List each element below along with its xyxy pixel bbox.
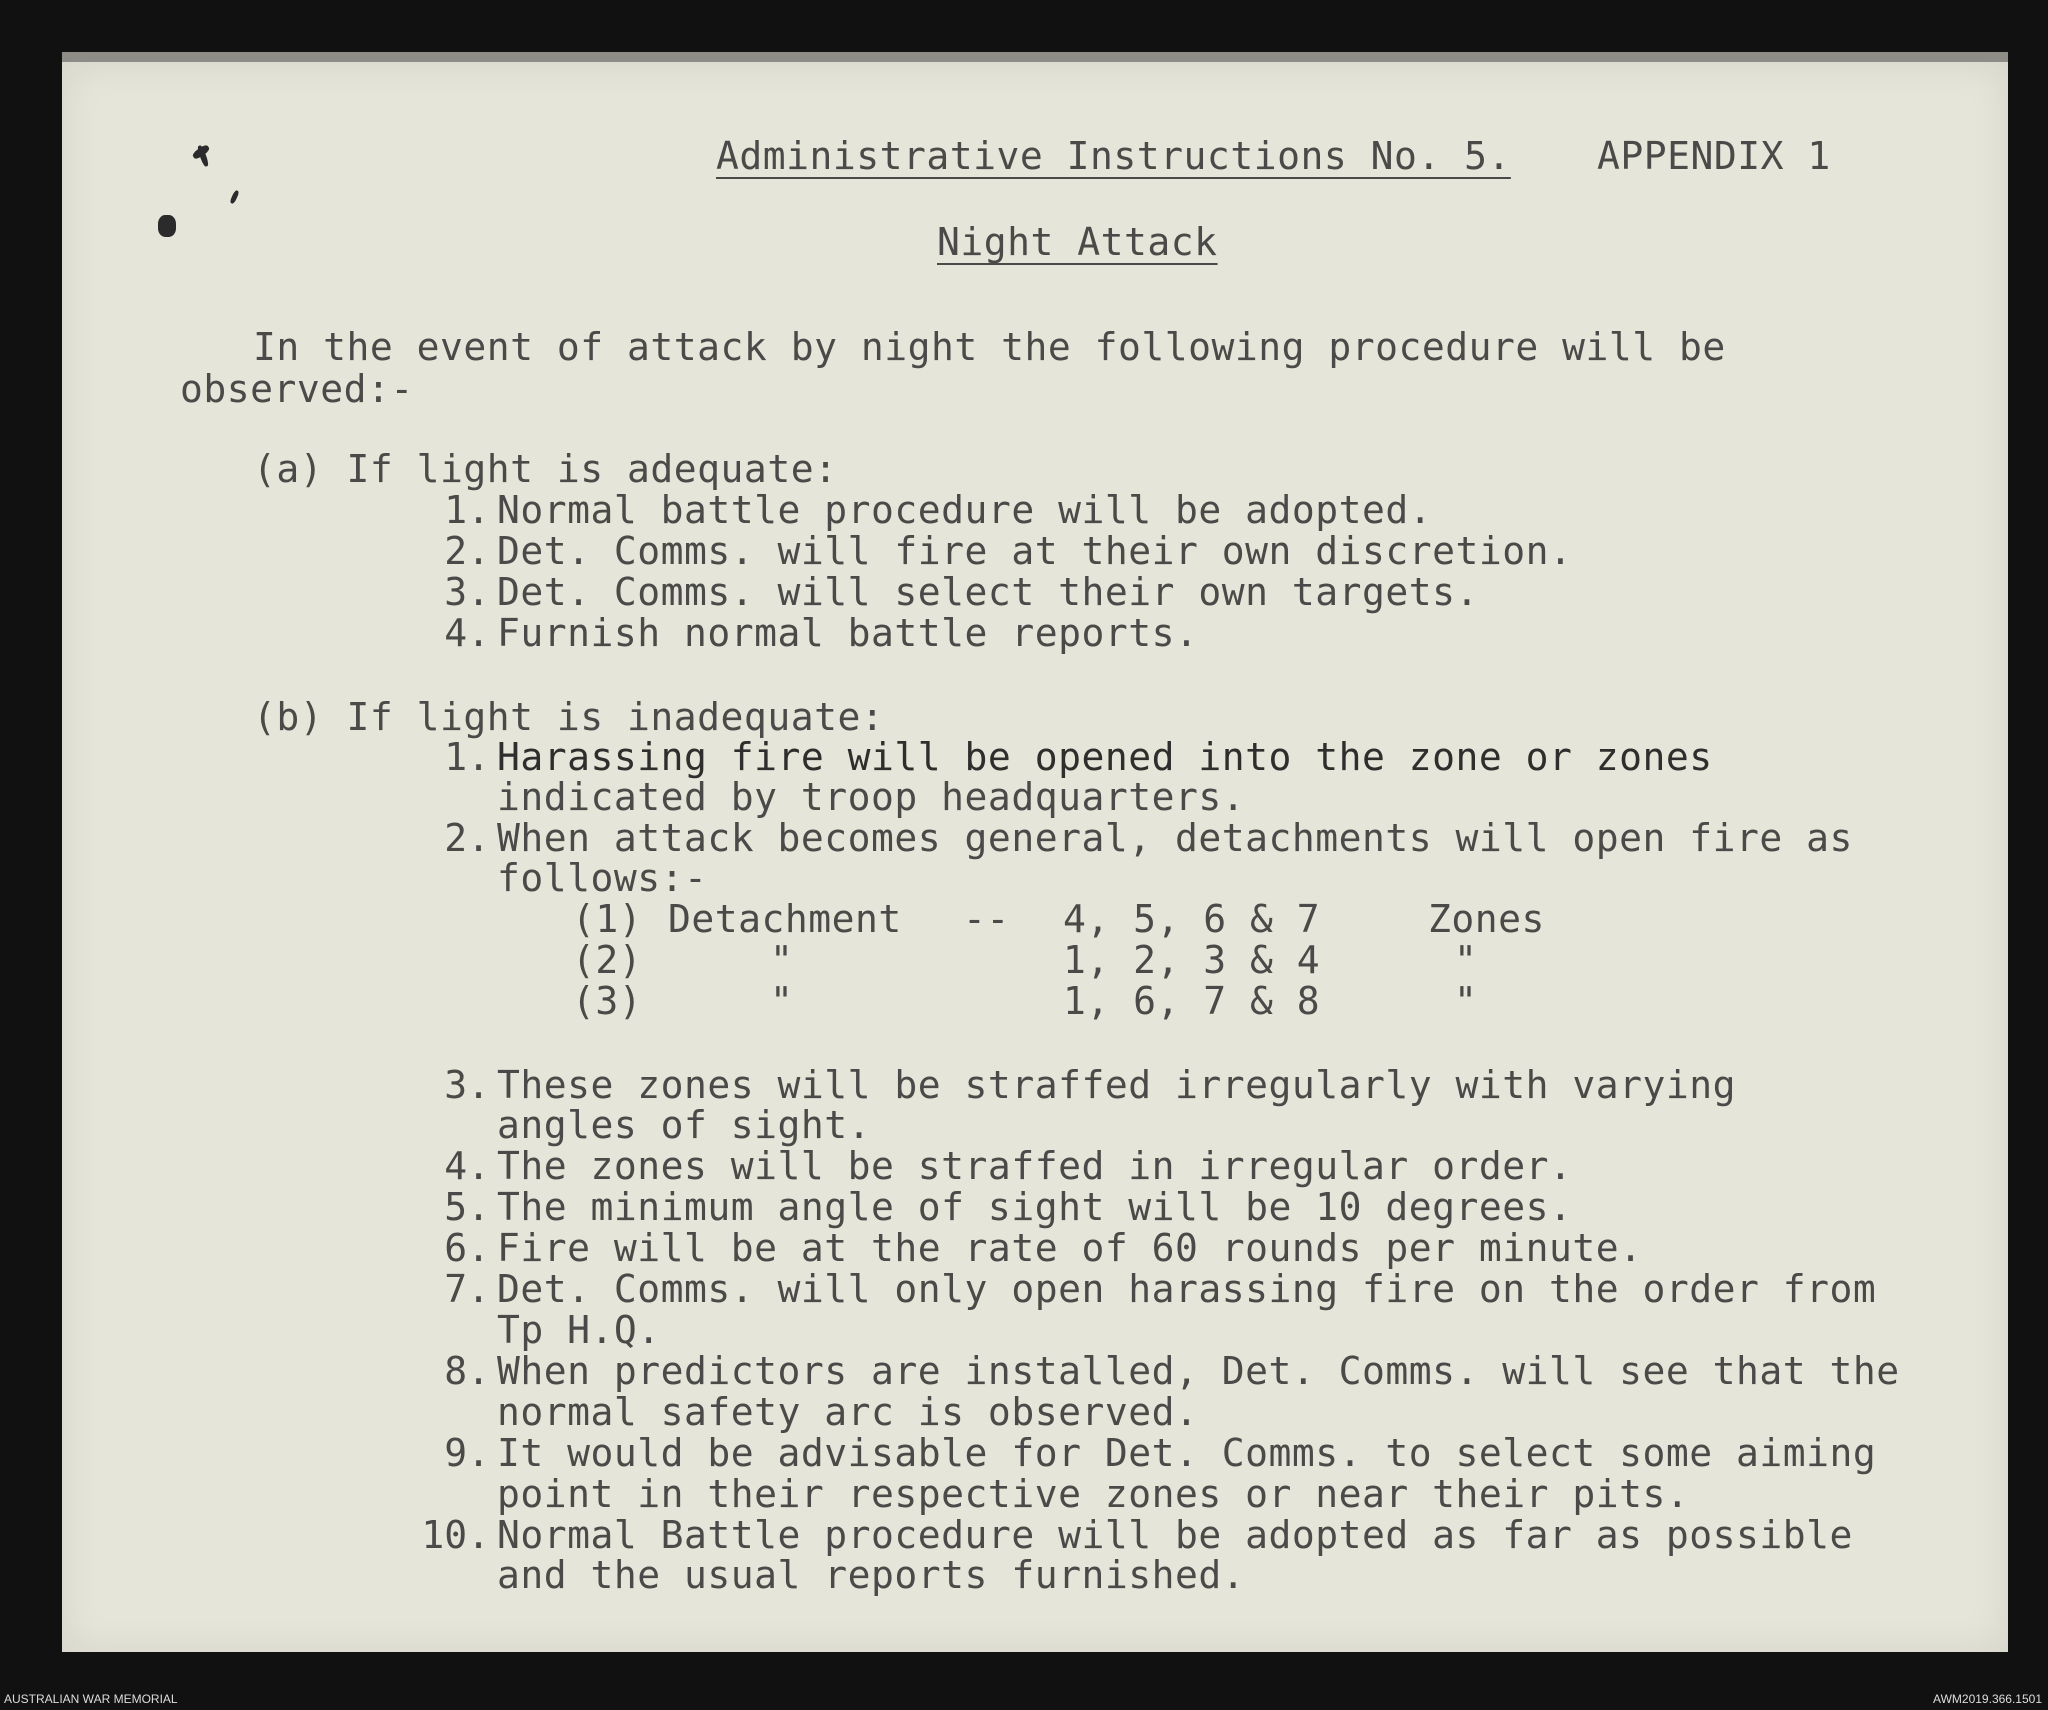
section-b-item-number: 8. — [444, 1349, 490, 1393]
section-b-item-number: 3. — [444, 1063, 490, 1107]
section-b-item-text-cont: and the usual reports furnished. — [497, 1553, 1246, 1597]
section-b-item-number: 6. — [444, 1226, 490, 1270]
footer-institution: AUSTRALIAN WAR MEMORIAL — [4, 1692, 178, 1706]
zone-row-dash: -- — [963, 897, 1010, 941]
section-a-item-number: 1. — [444, 488, 490, 532]
section-b-item-text: Det. Comms. will only open harassing fire on the order from — [497, 1267, 1877, 1311]
section-b-item-text: The minimum angle of sight will be 10 degrees. — [497, 1185, 1573, 1229]
section-a-heading: (a) If light is adequate: — [253, 447, 838, 491]
section-b-item-text: Normal Battle procedure will be adopted as far as possible — [497, 1513, 1853, 1557]
footer-accession-number: AWM2019.366.1501 — [1933, 1692, 2042, 1706]
punch-hole — [158, 215, 176, 237]
punch-holes — [140, 120, 280, 260]
section-b-item-text: It would be advisable for Det. Comms. to select some aiming — [497, 1431, 1877, 1475]
section-b-item-text-cont: normal safety arc is observed. — [497, 1390, 1199, 1434]
section-a-item-number: 2. — [444, 529, 490, 573]
zone-row-zones: 1, 2, 3 & 4 — [1063, 938, 1321, 982]
zone-row-unit: Zones — [1428, 897, 1545, 941]
section-b-item-number: 9. — [444, 1431, 490, 1475]
zone-row-unit: " — [1454, 979, 1478, 1023]
zone-row-label: (2) — [572, 938, 643, 982]
section-a-item-text: Normal battle procedure will be adopted. — [497, 488, 1433, 532]
section-b-item-text-cont: indicated by troop headquarters. — [497, 775, 1246, 819]
document-title: Administrative Instructions No. 5. — [716, 134, 1511, 178]
section-b-item-text-cont: angles of sight. — [497, 1103, 872, 1147]
section-b-heading: (b) If light is inadequate: — [253, 695, 885, 739]
punch-hole — [229, 190, 239, 205]
section-b-item-text-cont: point in their respective zones or near their pits. — [497, 1472, 1690, 1516]
intro-line-1: In the event of attack by night the following procedure will be — [253, 325, 1726, 369]
section-b-item-number: 1. — [444, 735, 490, 779]
section-b-item-number: 2. — [444, 816, 490, 860]
section-a-item-text: Det. Comms. will select their own targets. — [497, 570, 1479, 614]
section-a-item-number: 3. — [444, 570, 490, 614]
section-a-item-text: Furnish normal battle reports. — [497, 611, 1199, 655]
section-b-item-number: 7. — [444, 1267, 490, 1311]
section-b-item-text: These zones will be straffed irregularly with varying — [497, 1063, 1737, 1107]
section-b-item-text: Fire will be at the rate of 60 rounds per minute. — [497, 1226, 1643, 1270]
zone-row-detachment: " — [770, 938, 794, 982]
zone-row-label: (1) — [572, 897, 643, 941]
intro-line-2: observed:- — [180, 367, 414, 411]
section-b-item-text: When predictors are installed, Det. Comms. will see that the — [497, 1349, 1900, 1393]
section-a-item-text: Det. Comms. will fire at their own discretion. — [497, 529, 1573, 573]
zone-row-detachment: " — [770, 979, 794, 1023]
section-b-item-text-cont: Tp H.Q. — [497, 1308, 661, 1352]
section-b-item-text: The zones will be straffed in irregular order. — [497, 1144, 1573, 1188]
section-b-item-number: 5. — [444, 1185, 490, 1229]
zone-row-zones: 4, 5, 6 & 7 — [1063, 897, 1321, 941]
section-b-item-text: Harassing fire will be opened into the zone or zones — [497, 735, 1713, 779]
appendix-label: APPENDIX 1 — [1597, 134, 1831, 178]
zone-row-detachment: Detachment — [668, 897, 902, 941]
section-b-item-number: 10. — [421, 1513, 490, 1557]
zone-row-unit: " — [1454, 938, 1478, 982]
section-b-item-number: 4. — [444, 1144, 490, 1188]
document-subtitle: Night Attack — [937, 220, 1218, 264]
zone-row-zones: 1, 6, 7 & 8 — [1063, 979, 1321, 1023]
section-b-item-text-cont: follows:- — [497, 856, 708, 900]
zone-row-label: (3) — [572, 979, 643, 1023]
section-a-item-number: 4. — [444, 611, 490, 655]
section-b-item-text: When attack becomes general, detachments will open fire as — [497, 816, 1853, 860]
